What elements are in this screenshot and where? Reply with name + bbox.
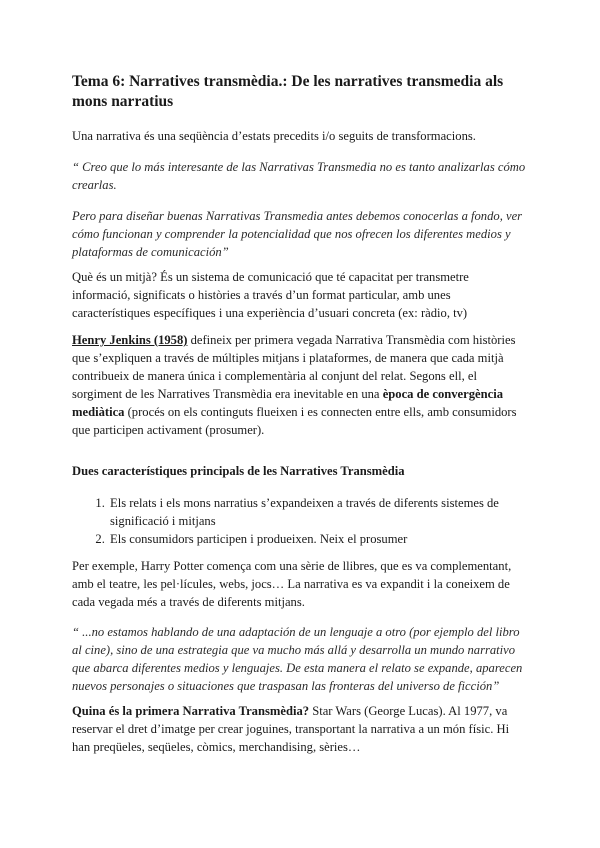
section-heading: Dues característiques principals de les Narratives Transmèdia: [72, 464, 405, 478]
quote-paragraph-3: [72, 623, 530, 695]
intro-text: Una narrativa és una seqüència d’estats precedits i/o seguits de transformacions.: [72, 129, 476, 143]
mitja-paragraph: [72, 268, 530, 322]
harry-paragraph: [72, 557, 530, 611]
list-item: 1. Els relats i els mons narratius s’expandeixen a través de diferents sistemes de significació i mitjans: [108, 494, 530, 530]
quote-text-1: “ Creo que lo más interesante de las Narrativas Transmedia no es tanto analizarlas cómo crearlas.: [72, 160, 526, 192]
jenkins-paragraph: [72, 331, 530, 439]
quote-text-3: “ ...no estamos hablando de una adaptación de un lenguaje a otro (por ejemplo del libro al cine), sino de una estrategia que va mucho más allá y desarrolla un mundo narrativo que abarca diferentes medios y lenguajes. De esta manera el relato se expande, aparecen nuevos personajes o situaciones que traspasan las fronteras del universo de ficción”: [72, 625, 523, 693]
page-title: Tema 6: Narratives transmèdia.: De les narratives transmedia als mons narratius: [72, 73, 504, 110]
harry-text: Per exemple, Harry Potter comença com una sèrie de llibres, que es va complementant, amb el teatre, les pel·lícules, webs, jocs… La narrativa es va expandit i la coneixem de cada vegada més a través de diferents mitjans.: [72, 559, 512, 609]
title-block: [72, 72, 530, 112]
quote-paragraph-1: [72, 158, 530, 194]
section-heading-block: [72, 462, 530, 480]
mitja-text: Què és un mitjà? És un sistema de comunicació que té capacitat per transmetre informació, significats o històries a través d’un format particular, amb unes característiques específiques i una experiència d’usuari concreta (ex: ràdio, tv): [72, 270, 469, 320]
characteristics-list: [72, 494, 530, 548]
first-transmedia-paragraph: [72, 702, 530, 756]
first-transmedia-text: [72, 702, 530, 756]
first-transmedia-answer: Star Wars (George Lucas). Al 1977, va reservar el dret d’imatge per crear joguines, transportant la narrativa a un món físic. Hi han preqüeles, seqüeles, còmics, merchandising, sèries…: [72, 704, 510, 754]
list-item: 2. Els consumidors participen i produeixen. Neix el prosumer: [108, 530, 530, 548]
jenkins-text: [72, 331, 530, 439]
characteristics-list-block: [72, 494, 530, 548]
quote-text-2: Pero para diseñar buenas Narrativas Transmedia antes debemos conocerlas a fondo, ver cómo funcionan y comprender la potencialidad que nos ofrecen los diferentes medios y plataformas de comunicación”: [72, 209, 523, 259]
first-transmedia-question: Quina és la primera Narrativa Transmèdia?: [72, 704, 310, 718]
jenkins-text-part-1: defineix per primera vegada Narrativa Transmèdia com històries que s’expliquen a través de múltiples mitjans i plataformes, de manera que cada mitjà contribueix de manera única i complementària al conjunt del relat. Segons ell, el sorgiment de les Narratives Transmèdia era inevitable en una: [72, 333, 516, 401]
jenkins-bold: època de convergència mediàtica: [72, 387, 503, 419]
jenkins-name: Henry Jenkins (1958): [72, 333, 188, 347]
intro-paragraph: [72, 127, 530, 145]
jenkins-text-part-2: (procés on els continguts flueixen i es connecten entre ells, amb consumidors que participen activament (prosumer).: [72, 405, 517, 437]
quote-paragraph-2: [72, 207, 530, 261]
